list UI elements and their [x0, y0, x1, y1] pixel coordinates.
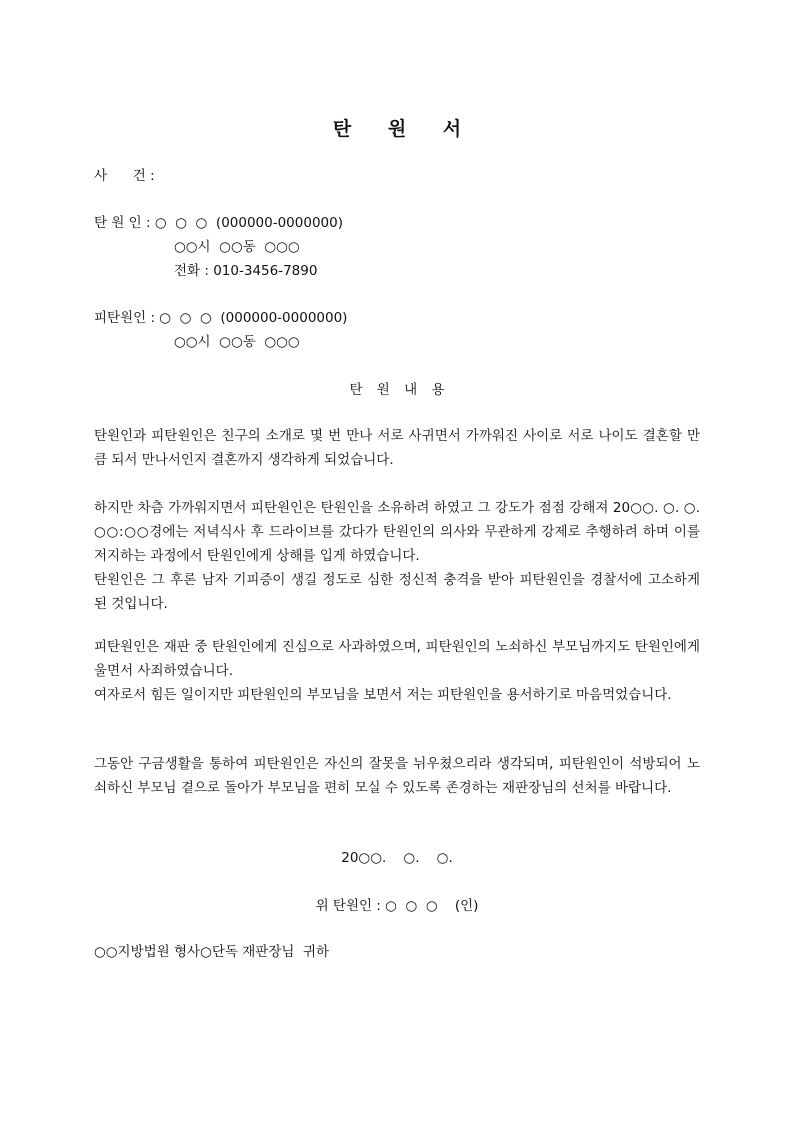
paragraph-1: [94, 424, 700, 472]
paragraph-text: 여자로서 힘든 일이지만 피탄원인의 부모님을 보면서 저는 피탄원인을 용서하기로 마음먹었습니다.: [94, 687, 672, 703]
paragraph-text: 피탄원인은 재판 중 탄원인에게 진심으로 사과하였으며, 피탄원인의 노쇠하신 부모님까지도 탄원인에게 울면서 사죄하였습니다.: [94, 639, 700, 679]
paragraph-2: [94, 496, 700, 616]
recipient-line: ○○지방법원 형사○단독 재판장님 귀하: [94, 944, 330, 960]
petitioner-address: ○○시 ○○동 ○○○: [174, 239, 300, 255]
paragraph-text: 하지만 차츰 가까워지면서 피탄원인은 탄원인을 소유하려 하였고 그 강도가 점점 강해져 20○○. ○. ○. ○○:○○경에는 저녁식사 후 드라이브를 갔다가 탄원인의 의사와 무관하게 강제로 추행하려 하며 이를 저지하는 과정에서 탄원인에게 상해를 입게 하였습니다.: [94, 500, 700, 564]
paragraph-text: 그동안 구금생활을 통하여 피탄원인은 자신의 잘못을 뉘우쳤으리라 생각되며, 피탄원인이 석방되어 노쇠하신 부모님 곁으로 돌아가 부모님을 편히 모실 수 있도록 존경하는 재판장님의 선처를 바랍니다.: [94, 756, 700, 796]
paragraph-text: 탄원인과 피탄원인은 친구의 소개로 몇 번 만나 서로 사귀면서 가까워진 사이로 서로 나이도 결혼할 만큼 되서 만나서인지 결혼까지 생각하게 되었습니다.: [94, 428, 700, 468]
case-line: 사 건 :: [94, 168, 155, 184]
respondent-address: ○○시 ○○동 ○○○: [174, 334, 300, 350]
petitioner-phone: 전화 : 010-3456-7890: [174, 263, 318, 279]
signature-line: 위 탄원인 : ○ ○ ○ (인): [315, 898, 479, 914]
document-date: 20○○. ○. ○.: [341, 850, 453, 866]
section-title: 탄 원 내 용: [349, 382, 445, 398]
paragraph-text: 탄원인은 그 후론 남자 기피증이 생길 정도로 심한 정신적 충격을 받아 피탄원인을 경찰서에 고소하게 된 것입니다.: [94, 572, 700, 612]
document-title: 탄 원 서: [332, 118, 462, 140]
paragraph-4: [94, 752, 700, 800]
paragraph-3: [94, 635, 700, 707]
petitioner-line: 탄 원 인 : ○ ○ ○ (000000-0000000): [94, 215, 343, 231]
respondent-line: 피탄원인 : ○ ○ ○ (000000-0000000): [94, 310, 348, 326]
